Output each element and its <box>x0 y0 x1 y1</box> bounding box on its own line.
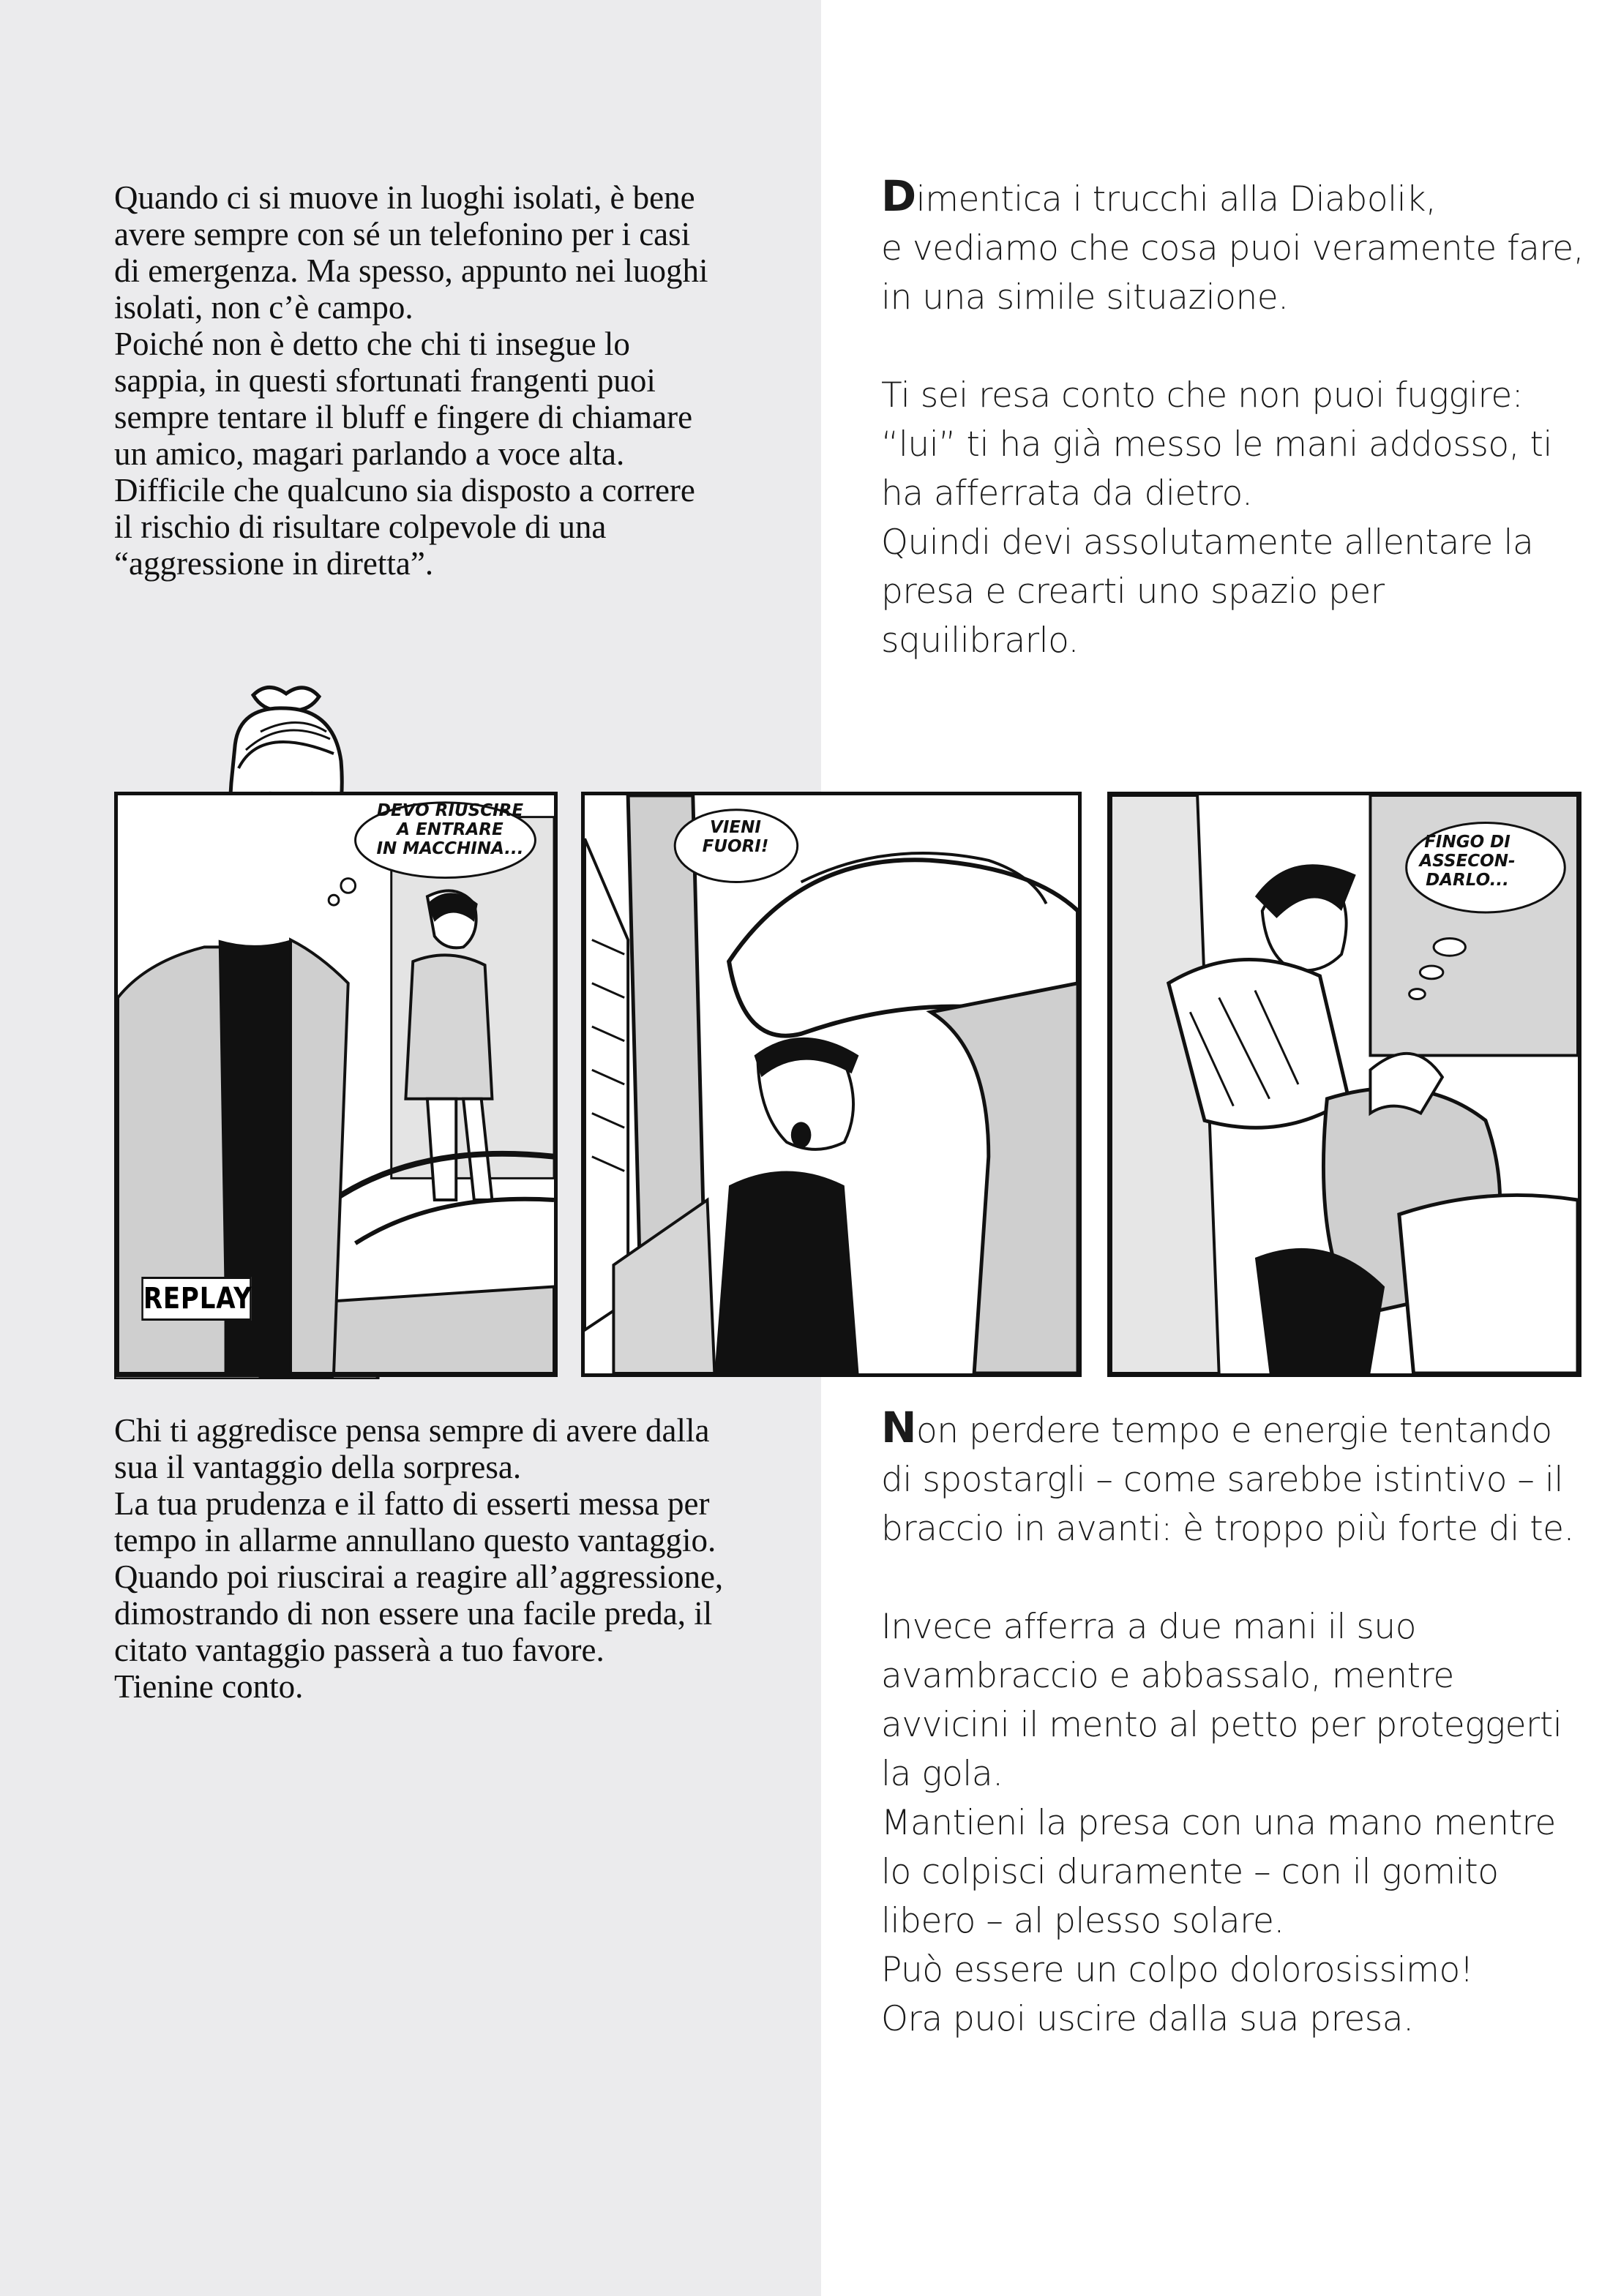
panel-2-speech <box>688 818 783 856</box>
text-line: citato vantaggio passerà a tuo favore. <box>114 1632 604 1668</box>
bottom-right-paragraph <box>881 1403 1574 2044</box>
text-line: Ti sei resa conto che non puoi fuggire: <box>881 375 1524 416</box>
text-line: libero – al plesso solare. <box>881 1901 1284 1941</box>
text-line: lo colpisci duramente – con il gomito <box>881 1852 1499 1892</box>
text-line: Può essere un colpo dolorosissimo! <box>881 1950 1474 1990</box>
speech-line: A ENTRARE <box>397 820 503 839</box>
intro-right-paragraph <box>881 172 1584 665</box>
drop-cap: D <box>881 171 916 221</box>
text-line: avambraccio e abbassalo, mentre <box>881 1656 1454 1696</box>
speech-line: DARLO... <box>1426 871 1509 890</box>
text-line: di emergenza. Ma spesso, appunto nei luoghi <box>114 252 708 289</box>
text-line: Difficile che qualcuno sia disposto a correre <box>114 472 695 509</box>
text-line: sempre tentare il bluff e fingere di chiamare <box>114 399 693 435</box>
text-line: di spostargli – come sarebbe istintivo – il <box>881 1460 1563 1500</box>
text-line: la gola. <box>881 1754 1003 1794</box>
speech-line: DEVO RIUSCIRE <box>376 801 524 820</box>
speech-line: FINGO DI <box>1424 833 1510 852</box>
text-line: squilibrarlo. <box>881 620 1079 661</box>
drop-cap: N <box>881 1403 917 1452</box>
panel-2-art <box>585 795 1078 1373</box>
comic-panel-2 <box>581 792 1082 1377</box>
text-line: Quando poi riuscirai a reagire all’aggressione, <box>114 1558 724 1595</box>
text-line: presa e crearti uno spazio per <box>881 571 1385 612</box>
text-line: “aggressione in diretta”. <box>114 545 434 582</box>
paragraph-gap <box>881 1553 1574 1602</box>
speech-line: IN MACCHINA... <box>376 839 524 858</box>
text-line: un amico, magari parlando a voce alta. <box>114 435 625 472</box>
bottom-left-paragraph <box>114 1412 723 1705</box>
text-line-rest: imentica i trucchi alla Diabolik, <box>916 179 1437 220</box>
speech-line: VIENI <box>710 818 761 837</box>
text-line: il rischio di risultare colpevole di una <box>114 509 607 545</box>
text-line: sua il vantaggio della sorpresa. <box>114 1449 522 1485</box>
panel-3-speech <box>1412 833 1522 890</box>
text-line: sappia, in questi sfortunati frangenti puoi <box>114 362 656 399</box>
text-line: Quindi devi assolutamente allentare la <box>881 522 1534 563</box>
text-line: Poiché non è detto che chi ti insegue lo <box>114 326 630 362</box>
text-line: ha afferrata da dietro. <box>881 473 1253 514</box>
speech-line: FUORI! <box>702 837 769 856</box>
text-line: Ora puoi uscire dalla sua presa. <box>881 1999 1414 2039</box>
replay-label: REPLAY <box>141 1277 251 1321</box>
text-line: Mantieni la presa con una mano mentre <box>881 1803 1556 1843</box>
paragraph-gap <box>881 322 1584 371</box>
text-line: e vediamo che cosa puoi veramente fare, <box>881 228 1584 269</box>
text-line <box>881 172 1584 224</box>
text-line: Tienine conto. <box>114 1668 304 1705</box>
text-line: dimostrando di non essere una facile preda, il <box>114 1595 713 1632</box>
text-line: in una simile situazione. <box>881 277 1289 318</box>
text-line: avere sempre con sé un telefonino per i casi <box>114 216 691 252</box>
panel-1-speech <box>359 801 542 858</box>
text-line: La tua prudenza e il fatto di esserti messa per <box>114 1485 710 1522</box>
text-line: “lui” ti ha già messo le mani addosso, ti <box>881 424 1552 465</box>
text-line: isolati, non c’è campo. <box>114 289 413 326</box>
text-line: tempo in allarme annullano questo vantaggio. <box>114 1522 716 1558</box>
text-line: Quando ci si muove in luoghi isolati, è bene <box>114 179 695 216</box>
text-line: avvicini il mento al petto per proteggerti <box>881 1705 1562 1745</box>
text-line: Chi ti aggredisce pensa sempre di avere dalla <box>114 1412 710 1449</box>
intro-left-paragraph <box>114 179 708 582</box>
text-line: braccio in avanti: è troppo più forte di te. <box>881 1509 1574 1549</box>
text-line <box>881 1403 1574 1455</box>
speech-line: ASSECON- <box>1419 852 1516 871</box>
text-line-rest: on perdere tempo e energie tentando <box>916 1411 1552 1451</box>
text-line: Invece afferra a due mani il suo <box>881 1607 1416 1647</box>
